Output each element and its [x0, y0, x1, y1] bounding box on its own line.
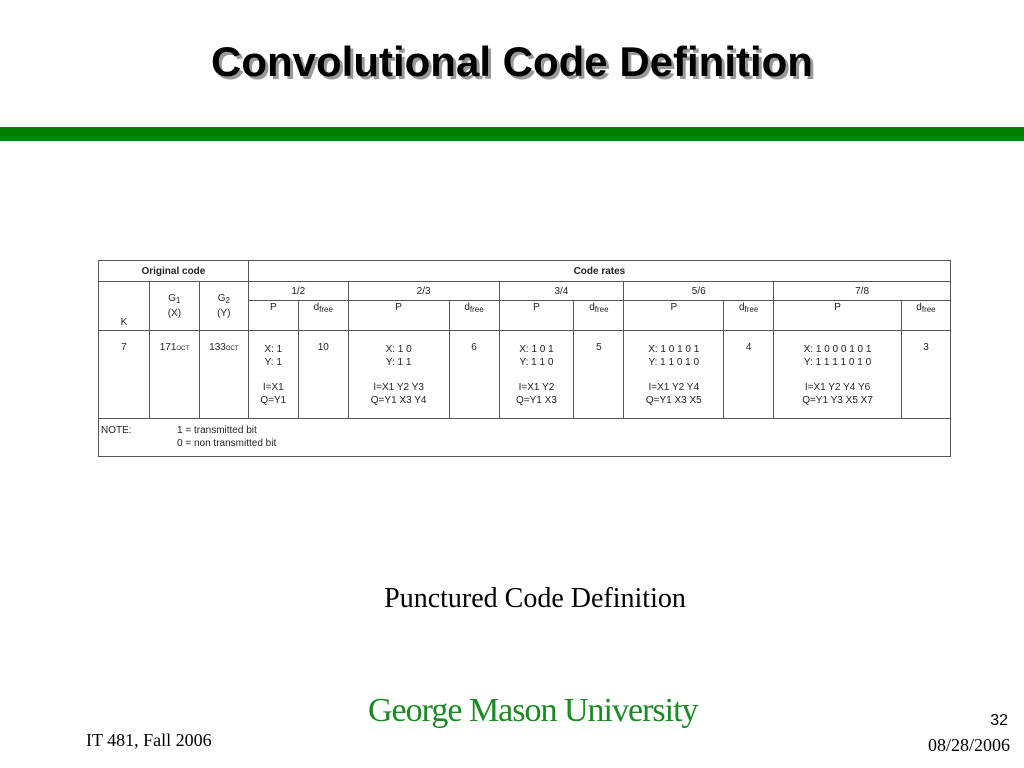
title-divider: [0, 127, 1024, 141]
dfree-value: 5: [574, 331, 624, 418]
dfree-header: $d_{free}$: [901, 301, 950, 331]
dfree-value: 10: [298, 331, 348, 418]
p-header: P: [624, 301, 724, 331]
rate-header: 2/3: [348, 282, 499, 301]
k-value: 7: [99, 331, 150, 418]
dfree-header: $d_{free}$: [724, 301, 774, 331]
rate-header: 7/8: [774, 282, 951, 301]
g1-value: 171OCT: [149, 331, 199, 418]
puncture-pattern: X: 1 0 1 Y: 1 1 0 I=X1 Y2 Q=Y1 X3: [499, 331, 574, 418]
note-label: NOTE:: [101, 425, 132, 437]
dfree-header: $d_{free}$: [574, 301, 624, 331]
k-header: K: [99, 282, 150, 331]
p-header: P: [348, 301, 449, 331]
dfree-header: $d_{free}$: [298, 301, 348, 331]
puncture-pattern: X: 1 0 Y: 1 1 I=X1 Y2 Y3 Q=Y1 X3 Y4: [348, 331, 449, 418]
original-code-header: Original code: [99, 261, 249, 282]
rate-header: 1/2: [248, 282, 348, 301]
convolutional-code-table: [98, 260, 951, 457]
slide-caption: Punctured Code Definition: [384, 583, 686, 614]
university-logo: George Mason University: [368, 692, 698, 729]
course-label: IT 481, Fall 2006: [86, 730, 212, 750]
rate-header: 5/6: [624, 282, 774, 301]
slide-title: Convolutional Code Definition: [211, 38, 813, 85]
page-number: 32: [990, 712, 1008, 729]
note-line-1: 1 = transmitted bit: [177, 425, 257, 437]
dfree-value: 3: [901, 331, 950, 418]
puncture-pattern: X: 1 0 1 0 1 Y: 1 1 0 1 0 I=X1 Y2 Y4 Q=Y1 X3 X5: [624, 331, 724, 418]
puncture-pattern: X: 1 Y: 1 I=X1 Q=Y1: [248, 331, 298, 418]
rate-header: 3/4: [499, 282, 624, 301]
dfree-value: 6: [449, 331, 499, 418]
p-header: P: [248, 301, 298, 331]
dfree-header: $d_{free}$: [449, 301, 499, 331]
puncture-pattern: X: 1 0 0 0 1 0 1 Y: 1 1 1 1 0 1 0 I=X1 Y2 Y4 Y6 Q=Y1 Y3 X5 X7: [774, 331, 902, 418]
g2-value: 133OCT: [199, 331, 248, 418]
dfree-value: 4: [724, 331, 774, 418]
table-note: [99, 418, 951, 456]
g2-header: $G_2$ (Y): [199, 282, 248, 331]
p-header: P: [499, 301, 574, 331]
note-line-2: 0 = non transmitted bit: [177, 438, 277, 450]
g1-header: $G_1$ (X): [149, 282, 199, 331]
code-rates-header: Code rates: [248, 261, 950, 282]
slide-date: 08/28/2006: [927, 735, 1010, 755]
p-header: P: [774, 301, 902, 331]
